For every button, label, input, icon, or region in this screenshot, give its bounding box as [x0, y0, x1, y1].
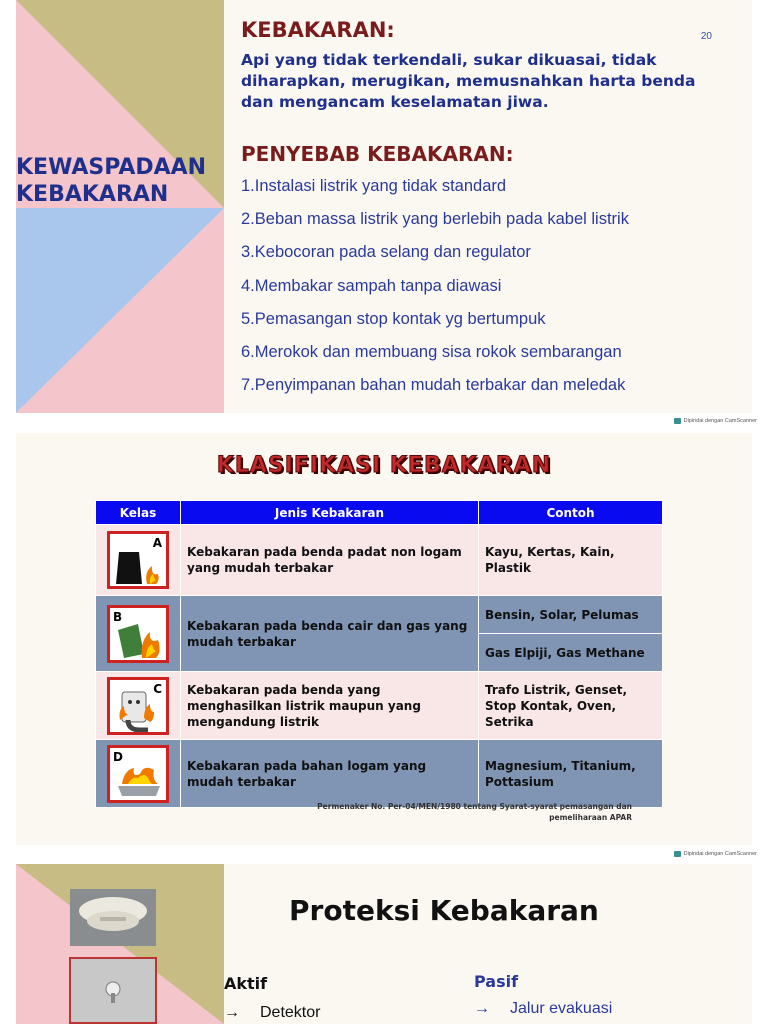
class-c-fire-icon: [107, 677, 169, 735]
header-jenis: Jenis Kebakaran: [181, 501, 479, 525]
cause-item: 4.Membakar sampah tanpa diawasi: [241, 276, 502, 295]
table-row: [96, 740, 663, 808]
class-a-fire-icon: [107, 531, 169, 589]
passive-item: [474, 1000, 612, 1018]
example-cell: Kayu, Kertas, Kain, Plastik: [479, 525, 663, 596]
example-cell: Magnesium, Titanium, Pottasium: [479, 740, 663, 808]
side-title: [16, 154, 231, 208]
slide-number: 20: [700, 31, 712, 42]
header-kelas: Kelas: [96, 501, 181, 525]
sprinkler-image: [69, 957, 157, 1024]
header-contoh: Contoh: [479, 501, 663, 525]
type-cell: Kebakaran pada benda padat non logam yang mudah terbakar: [181, 525, 479, 596]
class-letter: D: [113, 749, 123, 764]
reference-line: pemeliharaan APAR: [549, 813, 632, 822]
side-title-line2: KEBAKARAN: [16, 182, 169, 207]
cause-item: 5.Pemasangan stop kontak yg bertumpuk: [241, 309, 546, 328]
cause-item: 1.Instalasi listrik yang tidak standard: [241, 177, 507, 195]
arrow-right-icon: →: [474, 1000, 490, 1017]
type-cell: Kebakaran pada bahan logam yang mudah terbakar: [181, 740, 479, 808]
watermark-text: Dipindai dengan CamScanner: [683, 418, 757, 424]
heading-kebakaran: KEBAKARAN:: [241, 18, 395, 42]
smoke-detector-image: [70, 889, 156, 946]
table-row: [96, 525, 663, 596]
passive-heading: Pasif: [474, 972, 519, 991]
scanner-watermark: [671, 417, 760, 425]
table-row: [96, 596, 663, 634]
active-heading: Aktif: [224, 974, 268, 993]
passive-item-label: Jalur evakuasi: [510, 1000, 613, 1017]
cause-item: 2.Beban massa listrik yang berlebih pada kabel listrik: [241, 210, 629, 229]
example-cell: Gas Elpiji, Gas Methane: [479, 634, 663, 672]
causes-list: [241, 175, 741, 407]
scanner-watermark: [671, 850, 760, 858]
arrow-right-icon: →: [224, 1004, 240, 1021]
table-header-row: [96, 501, 663, 525]
regulation-reference: [317, 801, 632, 823]
active-item: [224, 1004, 320, 1022]
class-letter: A: [152, 536, 162, 550]
watermark-text: Dipindai dengan CamScanner: [683, 851, 757, 857]
slide-proteksi: [16, 864, 752, 1024]
example-cell: Trafo Listrik, Genset, Stop Kontak, Oven, Setrika: [479, 672, 663, 740]
slide-klasifikasi: [16, 433, 752, 845]
cause-item: 7.Penyimpanan bahan mudah terbakar dan meledak: [241, 376, 626, 395]
example-cell: Bensin, Solar, Pelumas: [479, 596, 663, 634]
class-b-fire-icon: [107, 605, 169, 663]
class-letter: C: [153, 681, 162, 696]
active-item-label: Detektor: [260, 1004, 321, 1021]
definition-text: Api yang tidak terkendali, sukar dikuasai, tidak diharapkan, merugikan, memusnahkan harta benda dan mengancam keselamatan jiwa.: [241, 51, 696, 111]
camscanner-icon: [674, 851, 681, 857]
cause-item: 6.Merokok dan membuang sisa rokok sembarangan: [241, 342, 622, 361]
slide-kewaspadaan: [16, 0, 752, 413]
class-d-fire-icon: [107, 745, 169, 803]
side-title-line1: KEWASPADAAN: [16, 155, 207, 180]
table-row: [96, 672, 663, 740]
reference-line: Permenaker No. Per-04/MEN/1980 tentang Syarat-syarat pemasangan dan: [317, 802, 632, 811]
cause-item: 3.Kebocoran pada selang dan regulator: [241, 243, 531, 262]
classification-table: [95, 500, 663, 808]
camscanner-icon: [674, 418, 681, 424]
heading-penyebab: PENYEBAB KEBAKARAN:: [241, 142, 514, 166]
classification-title: KLASIFIKASI KEBAKARAN: [216, 453, 552, 478]
class-letter: B: [113, 609, 123, 624]
protection-title: Proteksi Kebakaran: [289, 894, 599, 927]
type-cell: Kebakaran pada benda cair dan gas yang mudah terbakar: [181, 596, 479, 672]
type-cell: Kebakaran pada benda yang menghasilkan listrik maupun yang mengandung listrik: [181, 672, 479, 740]
